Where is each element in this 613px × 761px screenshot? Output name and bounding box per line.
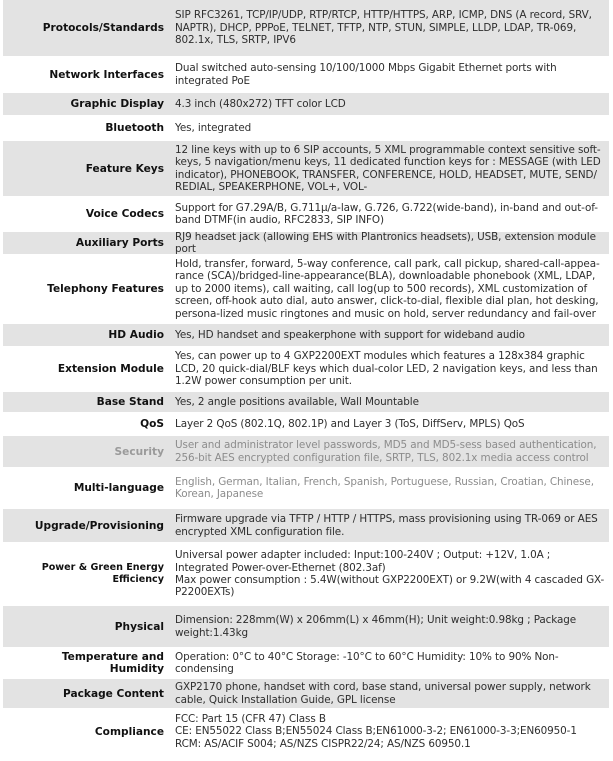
spec-row-extension-module [3, 348, 609, 392]
spec-row-multi-language [3, 469, 609, 509]
spec-row-graphic-display [3, 93, 609, 117]
spec-row-qos [3, 414, 609, 436]
spec-row-upgrade-provisioning [3, 509, 609, 544]
spec-row-security [3, 436, 609, 469]
spec-value [168, 710, 609, 753]
spec-row-power [3, 544, 609, 606]
spec-row-physical [3, 606, 609, 649]
spec-label: Multi-language [73, 482, 164, 494]
spec-value: RJ9 headset jack (allowing EHS with Plantronics headsets), USB, extension module port [175, 230, 596, 255]
spec-value: Hold, transfer, forward, 5-way conference, call park, call pickup, shared-call-appea-rance (SCA)/bridged-line-appearance(BLA), downloadable phonebook (XML, LDAP, up to 2000 items), call waiting, call log(up to 500 records), XML customization of screen, off-hook auto dial, auto answer, click-to-dial, flexible dial plan, hot desking, persona-lized music ringtones and music on hold, server redundancy and fail-over [175, 257, 600, 320]
spec-value: Yes, HD handset and speakerphone with support for wideband audio [175, 328, 525, 341]
spec-row-bluetooth [3, 117, 609, 141]
spec-value: Firmware upgrade via TFTP / HTTP / HTTPS, mass provisioning using TR-069 or AES encrypted XML configuration file. [175, 513, 598, 538]
spec-value: SIP RFC3261, TCP/IP/UDP, RTP/RTCP, HTTP/HTTPS, ARP, ICMP, DNS (A record, SRV, NAPTR), DHCP, PPPoE, TELNET, TFTP, NTP, STUN, SIMPLE, LLDP, LDAP, TR-069, 802.1x, TLS, SRTP, IPV6 [175, 9, 592, 47]
spec-row-telephony-features [3, 256, 609, 324]
spec-row-compliance [3, 710, 609, 755]
spec-value: Layer 2 QoS (802.1Q, 802.1P) and Layer 3 (ToS, DiffServ, MPLS) QoS [175, 417, 525, 430]
spec-label: Protocols/Standards [42, 22, 164, 34]
spec-row-feature-keys [3, 141, 609, 198]
spec-value-line: Max power consumption : 5.4W(without GXP2200EXT) or 9.2W(with 4 cascaded GX-P2200EXTs) [175, 574, 605, 599]
spec-label: Physical [114, 620, 164, 633]
spec-label: Network Interfaces [49, 68, 164, 81]
spec-value: Yes, 2 angle positions available, Wall Mountable [175, 395, 419, 408]
spec-value: Support for G7.29A/B, G.711μ/a-law, G.726, G.722(wide-band), in-band and out-of-band DTMF(in audio, RFC2833, SIP INFO) [175, 201, 598, 226]
spec-label: Extension Module [57, 363, 164, 375]
spec-label: Voice Codecs [85, 208, 164, 220]
spec-row-voice-codecs [3, 198, 609, 232]
spec-label: Power & Green Energy Efficiency [41, 562, 164, 585]
spec-table [3, 0, 609, 755]
spec-label: Bluetooth [105, 122, 164, 134]
spec-label: Base Stand [96, 396, 164, 408]
spec-value: GXP2170 phone, handset with cord, base stand, universal power supply, network cable, Quick Installation Guide, GPL license [175, 681, 591, 706]
spec-value: 12 line keys with up to 6 SIP accounts, 5 XML programmable context sensitive soft-keys, 5 navigation/menu keys, 11 dedicated function keys for : MESSAGE (with LED indicator), PHONEBOOK, TRANSFER, CONFERENCE, HOLD, HEADSET, MUTE, SEND/ REDIAL, SPEAKERPHONE, VOL+, VOL- [175, 143, 601, 193]
spec-value-line: FCC: Part 15 (CFR 47) Class B [175, 712, 326, 725]
spec-row-auxiliary-ports [3, 232, 609, 256]
spec-value-line: Universal power adapter included: Input:100-240V ; Output: +12V, 1.0A ; [175, 549, 551, 562]
spec-label: Graphic Display [70, 98, 164, 110]
spec-label: Telephony Features [47, 283, 164, 295]
spec-label: Auxiliary Ports [75, 237, 164, 249]
spec-label: HD Audio [108, 329, 164, 341]
spec-row-temperature [3, 649, 609, 679]
spec-label: Temperature and Humidity [61, 651, 164, 675]
spec-value [168, 544, 609, 604]
spec-value: 4.3 inch (480x272) TFT color LCD [175, 97, 346, 110]
spec-value-line: Integrated Power-over-Ethernet (802.3af) [175, 561, 386, 574]
spec-value: Operation: 0°C to 40°C Storage: -10°C to 60°C Humidity: 10% to 90% Non-condensing [175, 650, 559, 675]
spec-row-hd-audio [3, 324, 609, 348]
spec-label: Feature Keys [85, 162, 164, 175]
spec-value: Dimension: 228mm(W) x 206mm(L) x 46mm(H); Unit weight:0.98kg ; Package weight:1.43kg [175, 614, 577, 639]
spec-label: Package Content [62, 687, 164, 700]
spec-value-line: CE: EN55022 Class B;EN55024 Class B;EN61000-3-2; EN61000-3-3;EN60950-1 [175, 725, 577, 738]
spec-row-network-interfaces [3, 58, 609, 93]
spec-row-base-stand [3, 392, 609, 414]
spec-value: Yes, can power up to 4 GXP2200EXT modules which features a 128x384 graphic LCD, 20 quick-dial/BLF keys which dual-color LED, 2 navigation keys, and less than 1.2W power consumption per unit. [175, 350, 598, 388]
spec-row-protocols [3, 0, 609, 58]
spec-value: Dual switched auto-sensing 10/100/1000 Mbps Gigabit Ethernet ports with integrated PoE [175, 62, 557, 87]
spec-value: User and administrator level passwords, MD5 and MD5-sess based authentication, 256-bit AES encrypted configuration file, SRTP, TLS, 802.1x media access control [175, 439, 597, 464]
spec-label: Security [114, 445, 164, 458]
spec-row-package-content [3, 679, 609, 710]
spec-label: QoS [140, 418, 164, 430]
spec-label: Upgrade/Provisioning [34, 519, 164, 532]
spec-value-line: RCM: AS/ACIF S004; AS/NZS CISPR22/24; AS/NZS 60950.1 [175, 737, 471, 750]
spec-value: English, German, Italian, French, Spanish, Portuguese, Russian, Croatian, Chinese, Korean, Japanese [175, 475, 594, 500]
spec-value: Yes, integrated [175, 121, 252, 134]
spec-label: Compliance [94, 725, 164, 738]
